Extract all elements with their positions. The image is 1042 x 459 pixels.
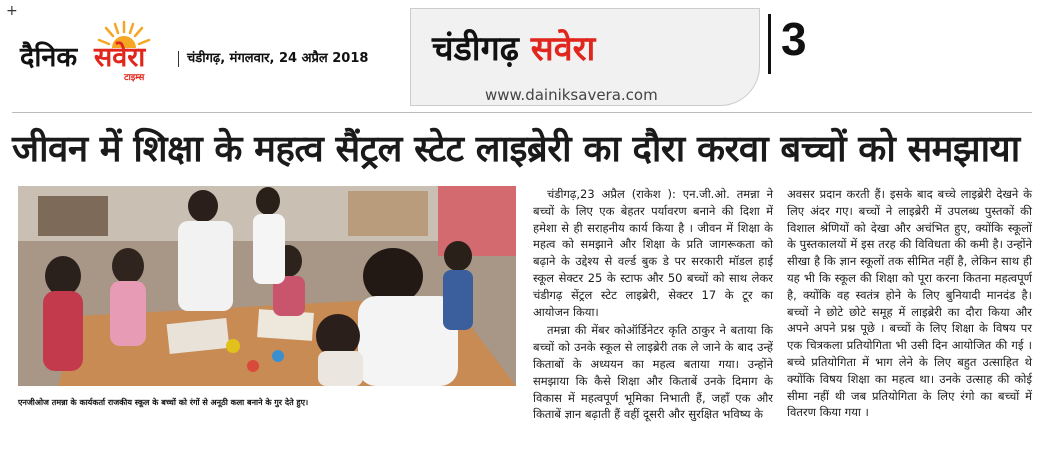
banner-title-chandigarh: चंडीगढ़ (432, 29, 519, 69)
dateline-divider (178, 51, 179, 67)
column-1-paragraph-2: तमन्ना की मेंबर कोऑर्डिनेटर कृति ठाकुर ने बताया कि बच्चों को उनके स्कूल से लाइब्रेरी तक ले जाने के बाद उन्हें किताबों के अध्ययन का महत्व बताया गया। उन्होंने समझाया कि कैसे शिक्षा और किताबें उनके दिमाग के विकास में महत्वपूर्ण भूमिका निभाती हैं, जहाँ एक और किताबें ज्ञान बढ़ाती हैं वहीं दूसरी और सुरक्षित भविष्य के (533, 323, 773, 422)
dateline-text: चंडीगढ़, मंगलवार, 24 अप्रैल 2018 (187, 51, 369, 66)
column-1-paragraph-1: चंडीगढ़,23 अप्रैल (राकेश ): एन.जी.ओ. तमन्ना ने बच्चों के लिए एक बेहतर पर्यावरण बनाने की दिशा में हमेशा से ही सराहनीय कार्य किया है । जीवन में शिक्षा के महत्व को समझाने और शिक्षा के प्रति जागरूकता को बढ़ाने के उद्देश्य से वर्ल्ड बुक डे पर सरकारी मॉडल हाई स्कूल सेक्टर 25 के स्टाफ और 50 बच्चों को साथ लेकर चंडीगढ़ सेंट्रल स्टेट लाइब्रेरी, सेक्टर 17 के टूर का आयोजन किया। (533, 187, 773, 319)
crop-mark: + (6, 3, 18, 19)
headline: जीवन में शिक्षा के महत्व सैंट्रल स्टेट लाइब्रेरी का दौरा करवा बच्चों को समझाया (12, 127, 1020, 170)
article-photo (18, 186, 516, 386)
header-divider (12, 112, 1032, 113)
website-url: www.dainiksavera.com (485, 86, 658, 104)
photo-caption: एनजीओज तमन्ना के कार्यकर्ता राजकीय स्कूल के बच्चों को रंगों से अनूठी कला बनाने के गुर देते हुए। (18, 398, 309, 407)
article-column-2 (787, 186, 1032, 423)
logo-word-dainik: दैनिक (20, 42, 78, 73)
article-column-1 (533, 186, 773, 425)
dainik-savera-logo (20, 20, 170, 83)
section-banner-title (432, 24, 595, 70)
logo-word-savera: सवेरा (94, 42, 146, 73)
dateline (178, 48, 368, 67)
column-2-paragraph-1: अवसर प्रदान करती हैं। इसके बाद बच्चे लाइब्रेरी देखने के लिए अंदर गए। बच्चों ने लाइब्रेरी में उपलब्ध पुस्तकों की विशाल श्रेणियों को देखा और अचंभित हुए, क्योंकि स्कूलों के पुस्तकालयों में इस तरह की विविधता की कमी है। उन्होंने सीखा है कि ज्ञान स्कूलों तक सीमित नहीं है, लेकिन साथ ही यह भी कि स्कूल की शिक्षा को पूरा करना कितना महत्वपूर्ण है, क्योंकि वह स्वतंत्र होने के लिए बुनियादी मानदंड है। बच्चों ने छोटे छोटे समूह में लाइब्रेरी का दौरा किया और अपने अपने प्रश्न पूछे । बच्चों के लिए शिक्षा के विषय पर एक चित्रकला प्रतियोगिता भी उसी दिन आयोजित की गई । बच्चे प्रतियोगिता में भाग लेने के लिए बहुत उत्साहित थे क्योंकि विषय शिक्षा का महत्व था। उनके उत्साह की कोई सीमा नहीं थी जब प्रतियोगिता के लिए रंगो का बच्चों में वितरण किया गया । (787, 187, 1032, 420)
page-number: 3 (781, 13, 807, 65)
page-number-box (768, 14, 823, 74)
banner-title-savera: सवेरा (530, 29, 596, 69)
classroom-painting-illustration (18, 186, 516, 386)
logo-sub-times: टाइम्स (124, 73, 145, 83)
